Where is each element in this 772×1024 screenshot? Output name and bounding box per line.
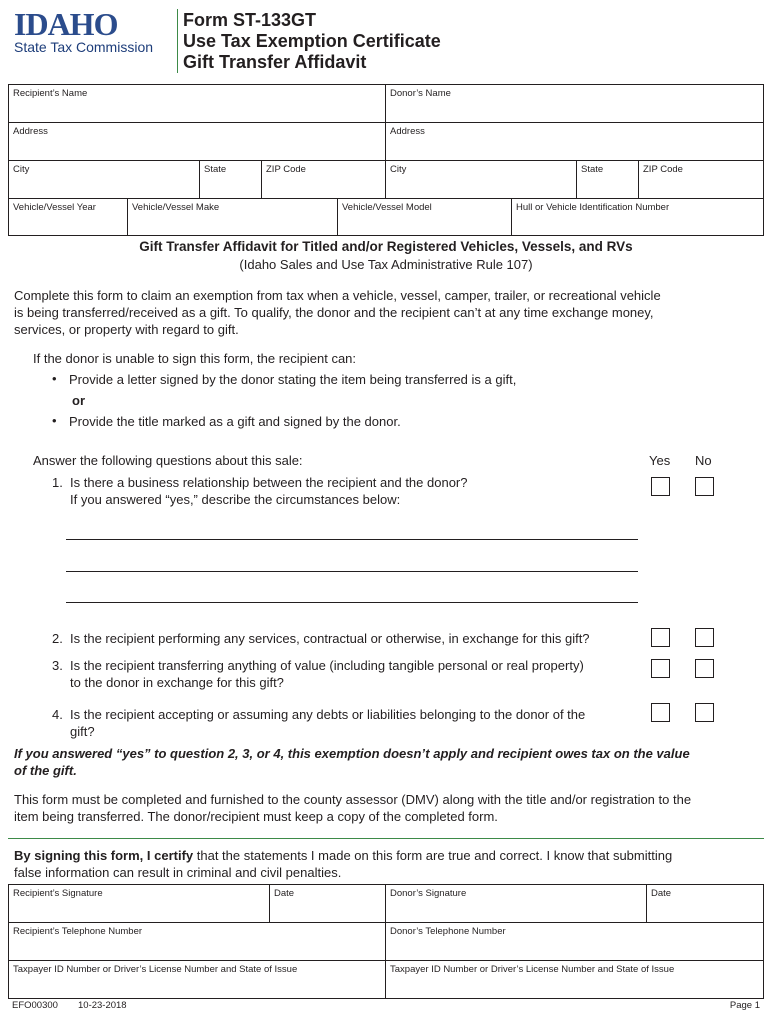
donor-unable-lead: If the donor is unable to sign this form, the recipient can: [33,351,357,366]
q1-no-checkbox[interactable] [695,477,714,496]
donor-taxpayer-id-field[interactable] [386,961,764,999]
idaho-logo [14,6,174,57]
yes-column-header: Yes [649,453,671,468]
filing-instructions [14,791,691,825]
hull-vin-field[interactable] [512,199,764,236]
donor-name-field[interactable] [386,85,764,123]
q2-number: 2. [52,631,63,646]
form-revision-date: 10-23-2018 [78,1000,127,1011]
q4-number: 4. [52,707,63,722]
recipient-date-label: Date [274,888,295,899]
recipient-zip-label: ZIP Code [266,164,306,175]
form-code: EFO00300 [12,1000,58,1011]
donor-city-label: City [390,164,407,175]
q3-line1: Is the recipient transferring anything of value (including tangible personal or real property) [70,658,584,673]
q1-yes-checkbox[interactable] [651,477,670,496]
donor-phone-field[interactable] [386,923,764,961]
donor-signature-label: Donor’s Signature [390,888,467,899]
intro-paragraph [14,287,661,338]
donor-date-field[interactable] [647,885,764,923]
donor-address-label: Address [390,126,425,137]
q2-text: Is the recipient performing any services, contractual or otherwise, in exchange for this gift? [70,631,590,646]
recipient-state-field[interactable] [200,161,262,199]
donor-city-field[interactable] [386,161,577,199]
recipient-taxpayer-id-field[interactable] [9,961,386,999]
hull-vin-label: Hull or Vehicle Identification Number [516,202,670,213]
certification-statement [14,847,672,881]
questions-lead: Answer the following questions about this sale: [33,453,303,468]
recipient-name-label: Recipient’s Name [13,88,88,99]
recipient-zip-field[interactable] [262,161,386,199]
instructions-line2: item being transferred. The donor/recipient must keep a copy of the completed form. [14,809,498,824]
q1-number: 1. [52,475,63,490]
donor-phone-label: Donor’s Telephone Number [390,926,506,937]
section-subheading: (Idaho Sales and Use Tax Administrative Rule 107) [239,257,533,272]
vehicle-make-field[interactable] [128,199,338,236]
donor-zip-label: ZIP Code [643,164,683,175]
q1-answer-line-3[interactable] [66,602,638,603]
donor-signature-field[interactable] [386,885,647,923]
donor-taxpayer-id-label: Taxpayer ID Number or Driver’s License Number and State of Issue [390,964,675,975]
recipient-city-field[interactable] [9,161,200,199]
recipient-address-label: Address [13,126,48,137]
q4-line1: Is the recipient accepting or assuming any debts or liabilities belonging to the donor of the [70,707,586,722]
q4-line2: gift? [70,724,95,739]
intro-line1: Complete this form to claim an exemption from tax when a vehicle, vessel, camper, trailer, or recreational vehicle [14,288,661,303]
party-vehicle-fields [8,84,764,236]
recipient-signature-field[interactable] [9,885,270,923]
bullet-icon: • [52,371,57,386]
no-column-header: No [695,453,712,468]
recipient-phone-field[interactable] [9,923,386,961]
certify-bold: By signing this form, I certify [14,848,194,863]
recipient-city-label: City [13,164,30,175]
q1-answer-line-1[interactable] [66,539,638,540]
form-title-line2: Gift Transfer Affidavit [183,52,367,72]
q2-yes-checkbox[interactable] [651,628,670,647]
bullet-icon: • [52,413,57,428]
q1-line2: If you answered “yes,” describe the circumstances below: [70,492,401,507]
vehicle-make-label: Vehicle/Vessel Make [132,202,220,213]
form-title-line1: Use Tax Exemption Certificate [183,31,441,51]
recipient-taxpayer-id-label: Taxpayer ID Number or Driver’s License Number and State of Issue [13,964,298,975]
donor-address-field[interactable] [386,123,764,161]
vehicle-year-label: Vehicle/Vessel Year [13,202,96,213]
donor-name-label: Donor’s Name [390,88,451,99]
intro-line2: is being transferred/received as a gift. To qualify, the donor and the recipient can’t at any time exchange money, [14,305,654,320]
q4-text [70,706,585,740]
recipient-name-field[interactable] [9,85,386,123]
vehicle-year-field[interactable] [9,199,128,236]
donor-unable-option1: Provide a letter signed by the donor stating the item being transferred is a gift, [69,372,517,387]
instructions-line1: This form must be completed and furnished to the county assessor (DMV) along with the title and/or registration to the [14,792,692,807]
q2-no-checkbox[interactable] [695,628,714,647]
donor-unable-option2: Provide the title marked as a gift and signed by the donor. [69,414,401,429]
q3-yes-checkbox[interactable] [651,659,670,678]
q1-answer-line-2[interactable] [66,571,638,572]
form-number: Form ST-133GT [183,10,317,30]
q4-no-checkbox[interactable] [695,703,714,722]
logo-wordmark: IDAHO [14,6,118,42]
q3-no-checkbox[interactable] [695,659,714,678]
warning-line2: of the gift. [14,763,77,778]
form-title [183,10,441,73]
donor-unable-or: or [72,393,85,408]
certify-rest: that the statements I made on this form are true and correct. I know that submitting [193,848,673,863]
logo-subtitle: State Tax Commission [14,39,154,55]
recipient-date-field[interactable] [270,885,386,923]
header-divider [177,9,178,73]
q3-line2: to the donor in exchange for this gift? [70,675,284,690]
q4-yes-checkbox[interactable] [651,703,670,722]
certify-line2: false information can result in criminal and civil penalties. [14,865,342,880]
signature-fields [8,884,764,999]
recipient-address-field[interactable] [9,123,386,161]
q1-text [70,474,467,508]
section-divider [8,838,764,839]
q1-line1: Is there a business relationship between the recipient and the donor? [70,475,468,490]
warning-line1: If you answered “yes” to question 2, 3, or 4, this exemption doesn’t apply and recipient owes tax on the value [14,746,690,761]
intro-line3: services, or property with regard to gift. [14,322,239,337]
recipient-signature-label: Recipient’s Signature [13,888,103,899]
donor-state-label: State [581,164,604,175]
vehicle-model-field[interactable] [338,199,512,236]
exemption-warning [14,745,690,779]
donor-date-label: Date [651,888,672,899]
donor-state-field[interactable] [577,161,639,199]
q3-text [70,657,584,691]
q3-number: 3. [52,658,63,673]
section-heading: Gift Transfer Affidavit for Titled and/or Registered Vehicles, Vessels, and RVs [139,239,633,254]
vehicle-model-label: Vehicle/Vessel Model [342,202,432,213]
recipient-phone-label: Recipient’s Telephone Number [13,926,143,937]
page-number: Page 1 [729,1000,760,1011]
donor-zip-field[interactable] [639,161,764,199]
recipient-state-label: State [204,164,227,175]
